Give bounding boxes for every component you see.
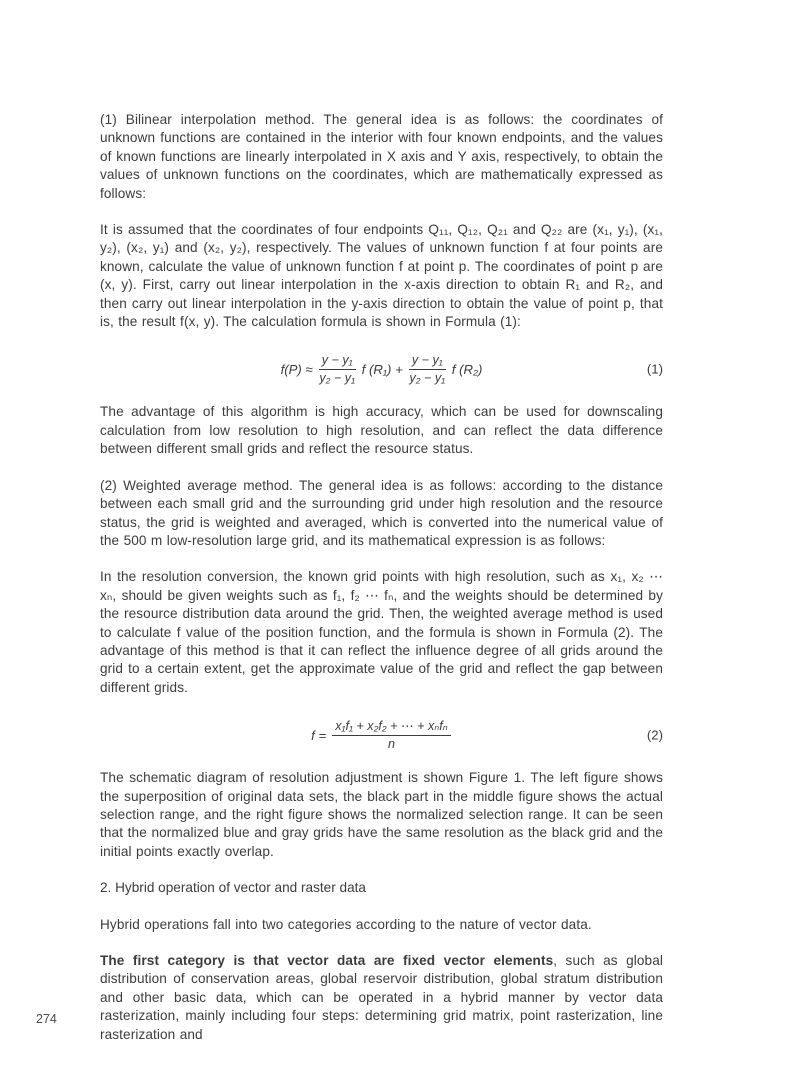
paragraph-bilinear-intro: (1) Bilinear interpolation method. The general idea is as follows: the coordinates of unknown functions are contained in the interior with four known endpoints, and the values of known functions are linearly interpolated in X axis and Y axis, respectively, to obtain the values of unknown functions on the coordinates, which are mathematically expressed as follows: bbox=[100, 112, 663, 201]
formula-1-fraction-2-denominator: y₂ − y₁ bbox=[409, 370, 446, 385]
first-category-rest: , such as global distribution of conservation areas, global reservoir distribution, global stratum distribution and other basic data, which can be operated in a hybrid manner by vector data rasterization, mainly including four steps: determining grid matrix, point rasterization, line rasterization and bbox=[100, 953, 663, 1042]
formula-1-middle-term: f (R₁) + bbox=[361, 361, 403, 377]
formula-1-tail-term: f (R₂) bbox=[451, 361, 483, 377]
formula-2-lhs: f = bbox=[311, 727, 327, 743]
paragraph-hybrid-categories: Hybrid operations fall into two categories according to the nature of vector data. bbox=[100, 916, 592, 932]
equation-number-1: (1) bbox=[646, 361, 663, 377]
formula-1-fraction-2-numerator: y − y₁ bbox=[409, 353, 446, 370]
formula-1 bbox=[100, 349, 663, 389]
formula-1-fraction-1-denominator: y₂ − y₁ bbox=[319, 370, 356, 385]
paragraph-schematic-diagram: The schematic diagram of resolution adjustment is shown Figure 1. The left figure shows the superposition of original data sets, the black part in the middle figure shows the actual selection range, and the right figure shows the normalized selection range. It can be seen that the normalized blue and gray grids have the same resolution as the black grid and the initial points exactly overlap. bbox=[100, 770, 663, 859]
page-content bbox=[100, 111, 663, 1062]
formula-1-expression bbox=[281, 353, 483, 386]
formula-2-fraction-denominator: n bbox=[388, 736, 396, 751]
formula-1-fraction-1 bbox=[319, 353, 356, 386]
formula-1-fraction-2 bbox=[409, 353, 446, 386]
paragraph-bilinear-advantage: The advantage of this algorithm is high accuracy, which can be used for downscaling calculation from low resolution to high resolution, and can reflect the data difference between different small grids and reflect the resource status. bbox=[100, 404, 663, 457]
first-category-bold-lead: The first category is that vector data are fixed vector elements bbox=[100, 953, 554, 968]
paragraph-resolution-conversion: In the resolution conversion, the known grid points with high resolution, such as x₁, x₂ ⋯ xₙ, should be given weights such as f₁, f₂ ⋯ fₙ, and the weights should be determined by the resource distribution data around the grid. Then, the weighted average method is used to calculate f value of the position function, and the formula is shown in Formula (2). The advantage of this method is that it can reflect the influence degree of all grids around the grid to a certain extent, get the approximate value of the grid and reflect the gap between different grids. bbox=[100, 569, 663, 695]
equation-number-2: (2) bbox=[646, 727, 663, 743]
formula-2 bbox=[100, 715, 663, 755]
formula-2-fraction bbox=[332, 719, 451, 752]
paragraph-endpoints-assumption: It is assumed that the coordinates of four endpoints Q₁₁, Q₁₂, Q₂₁ and Q₂₂ are (x₁, y₁), (x₁, y₂), (x₂, y₁) and (x₂, y₂), respectively. The values of unknown function f at four points are known, calculate the value of unknown function f at point p. The coordinates of point p are (x, y). First, carry out linear interpolation in the x-axis direction to obtain R₁ and R₂, and then carry out linear interpolation in the y-axis direction to obtain the value of point p, that is, the result f(x, y). The calculation formula is shown in Formula (1): bbox=[100, 222, 663, 330]
formula-1-lhs: f(P) ≈ bbox=[280, 361, 313, 377]
page-number: 274 bbox=[36, 1012, 57, 1026]
formula-2-fraction-numerator: x₁f₁ + x₂f₂ + ⋯ + xₙfₙ bbox=[332, 719, 451, 736]
paragraph-weighted-average-intro: (2) Weighted average method. The general idea is as follows: according to the distance between each small grid and the surrounding grid under high resolution and the resource status, the grid is weighted and averaged, which is converted into the numerical value of the 500 m low-resolution large grid, and its mathematical expression is as follows: bbox=[100, 477, 663, 548]
section-heading-hybrid-operation: 2. Hybrid operation of vector and raster data bbox=[100, 880, 366, 896]
formula-2-expression bbox=[311, 719, 452, 752]
paragraph-first-category bbox=[100, 952, 663, 1044]
formula-1-fraction-1-numerator: y − y₁ bbox=[319, 353, 356, 370]
